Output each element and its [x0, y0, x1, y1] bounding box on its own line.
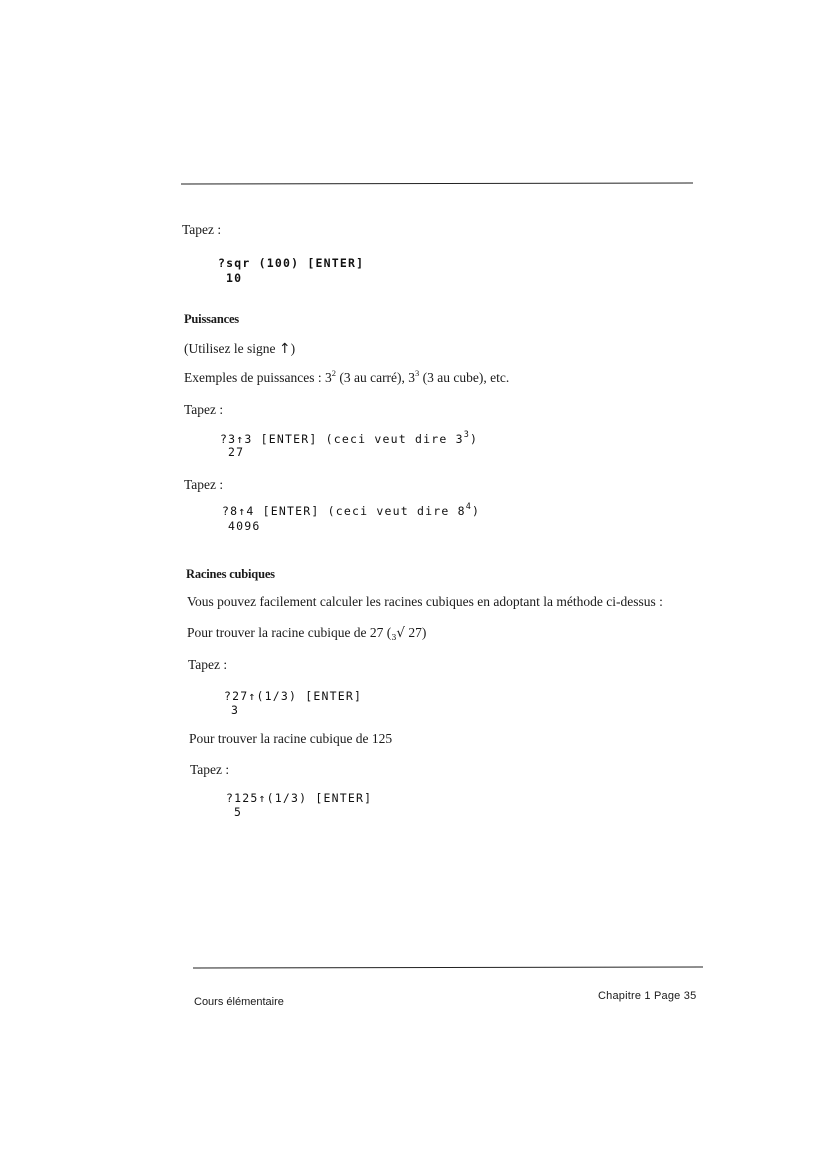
instruction-text: Tapez :	[188, 657, 228, 672]
footer-page-number: Chapitre 1 Page 35	[598, 990, 697, 1002]
paragraph-text: Exemples de puissances : 3	[184, 370, 332, 385]
paragraph-text: )	[290, 341, 296, 356]
root-symbol: √	[396, 625, 406, 641]
exponent: 4	[465, 502, 473, 512]
up-arrow-icon: ↑	[278, 341, 291, 357]
code-result: 10	[226, 271, 243, 285]
paragraph	[184, 370, 509, 386]
root-index: 3	[391, 633, 397, 642]
paragraph	[184, 341, 295, 357]
code-command: ?125↑(1/3) [ENTER]	[226, 791, 373, 805]
code-result: 3	[231, 703, 240, 717]
code-command	[220, 431, 478, 447]
paragraph-text: (Utilisez le signe	[184, 341, 276, 356]
code-command: ?sqr (100) [ENTER]	[218, 256, 365, 270]
code-command	[222, 503, 480, 519]
footer-title: Cours élémentaire	[194, 996, 284, 1008]
instruction-text: Tapez :	[190, 762, 230, 777]
exponent: 2	[331, 368, 336, 378]
code-text: ?3↑3 [ENTER] (ceci veut dire 3	[220, 432, 464, 446]
paragraph: Vous pouvez facilement calculer les racines cubiques en adoptant la méthode ci-dessus :	[187, 594, 663, 609]
code-result: 27	[228, 445, 245, 459]
code-text: )	[472, 504, 481, 518]
cube-root-sign	[391, 625, 405, 641]
code-text: )	[470, 432, 479, 446]
paragraph-text: 27)	[405, 625, 427, 640]
code-command: ?27↑(1/3) [ENTER]	[224, 689, 363, 703]
paragraph-text: (3 au carré), 3	[335, 370, 416, 385]
paragraph-text: (3 au cube), etc.	[419, 370, 510, 385]
paragraph: Pour trouver la racine cubique de 125	[189, 731, 393, 746]
code-text: ?8↑4 [ENTER] (ceci veut dire 8	[222, 504, 466, 518]
code-result: 4096	[228, 519, 261, 533]
section-heading: Racines cubiques	[186, 567, 275, 581]
instruction-text: Tapez :	[184, 477, 224, 492]
paragraph-text: Pour trouver la racine cubique de 27 (	[187, 625, 392, 640]
instruction-text: Tapez :	[182, 222, 222, 237]
exponent: 3	[463, 430, 471, 440]
section-heading: Puissances	[184, 312, 239, 326]
paragraph	[187, 625, 426, 646]
exponent: 3	[415, 368, 420, 378]
footer-rule	[193, 967, 703, 969]
code-result: 5	[234, 805, 243, 819]
instruction-text: Tapez :	[184, 402, 224, 417]
header-rule	[181, 183, 693, 185]
